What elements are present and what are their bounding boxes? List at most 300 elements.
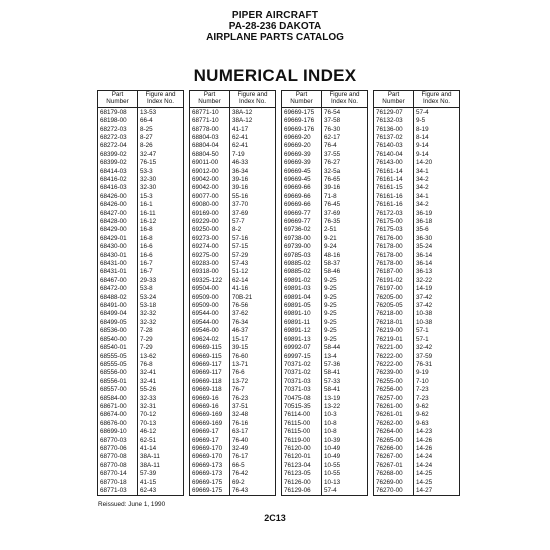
part-number: 68557-00 xyxy=(100,386,127,394)
table-row xyxy=(98,167,184,175)
table-row xyxy=(190,478,276,486)
figure-index: 8-26 xyxy=(138,142,184,150)
figure-index: 37-42 xyxy=(414,293,460,301)
part-number: 68426-00 xyxy=(100,201,127,209)
part-number: 76269-00 xyxy=(376,478,403,486)
part-number: 69504-00 xyxy=(192,285,219,293)
figure-index: 32-48 xyxy=(230,411,276,419)
part-number: 68499-04 xyxy=(100,310,127,318)
table-row xyxy=(98,192,184,200)
part-number: 76132-03 xyxy=(376,117,403,125)
part-number: 70371-02 xyxy=(284,369,311,377)
table-row xyxy=(190,116,276,124)
part-number: 76261-00 xyxy=(376,402,403,410)
part-number: 68272-03 xyxy=(100,133,127,141)
figure-index: 7-23 xyxy=(414,385,460,393)
table-row xyxy=(98,377,184,385)
figure-index: 13-19 xyxy=(322,394,368,402)
table-row xyxy=(374,201,460,209)
part-number: 68416-02 xyxy=(100,175,127,183)
index-tables xyxy=(97,90,455,496)
table-row xyxy=(282,461,368,469)
table-row xyxy=(374,150,460,158)
part-number: 68467-00 xyxy=(100,276,127,284)
part-number: 68555-05 xyxy=(100,352,127,360)
part-number: 76178-00 xyxy=(376,243,403,251)
part-number: 68399-02 xyxy=(100,159,127,167)
figure-index: 76-30 xyxy=(322,125,368,133)
table-row xyxy=(374,142,460,150)
part-number: 69669-175 xyxy=(192,478,223,486)
table-row xyxy=(374,385,460,393)
figure-index: 57-7 xyxy=(230,217,276,225)
table-row xyxy=(98,201,184,209)
table-row xyxy=(374,419,460,427)
part-number: 76270-00 xyxy=(376,487,403,495)
part-number: 68674-00 xyxy=(100,411,127,419)
table-row xyxy=(282,125,368,133)
part-number: 69669-175 xyxy=(192,487,223,495)
figure-index: 32-5a xyxy=(322,167,368,175)
part-number: 69669-170 xyxy=(192,444,223,452)
table-row xyxy=(282,234,368,242)
figure-index: 57-16 xyxy=(230,234,276,242)
part-number: 76129-07 xyxy=(376,108,403,116)
figure-index: 34-2 xyxy=(414,184,460,192)
table-row xyxy=(374,310,460,318)
figure-index: 10-38 xyxy=(414,318,460,326)
table-row xyxy=(282,167,368,175)
table-row xyxy=(190,318,276,326)
table-row xyxy=(374,470,460,478)
figure-index-header: Figure and Index No. xyxy=(138,91,184,108)
figure-index: 58-44 xyxy=(322,343,368,351)
part-number: 69012-00 xyxy=(192,167,219,175)
figure-index: 32-32 xyxy=(138,310,184,318)
table-row xyxy=(98,444,184,452)
figure-index: 8-27 xyxy=(138,133,184,141)
figure-index: 51-12 xyxy=(230,268,276,276)
figure-index: 57-39 xyxy=(138,470,184,478)
part-number: 69077-00 xyxy=(192,192,219,200)
part-number: 68488-02 xyxy=(100,293,127,301)
figure-index: 57-4 xyxy=(322,486,368,495)
figure-index: 76-65 xyxy=(322,175,368,183)
table-row xyxy=(374,377,460,385)
figure-index: 10-55 xyxy=(322,470,368,478)
table-row xyxy=(190,133,276,141)
table-row xyxy=(374,184,460,192)
part-number: 76119-00 xyxy=(284,436,311,444)
table-row xyxy=(98,150,184,158)
part-number: 69669-45 xyxy=(284,167,311,175)
part-number: 68536-00 xyxy=(100,327,127,335)
figure-index: 14-24 xyxy=(414,461,460,469)
table-row xyxy=(374,453,460,461)
figure-index: 13-71 xyxy=(230,360,276,368)
part-number: 69669-115 xyxy=(192,352,222,360)
table-row xyxy=(98,470,184,478)
part-number: 69669-17 xyxy=(192,436,219,444)
figure-index: 37-58 xyxy=(322,116,368,124)
table-row xyxy=(374,369,460,377)
figure-index: 10-8 xyxy=(322,428,368,436)
part-number: 68491-00 xyxy=(100,302,127,310)
part-number: 69669-45 xyxy=(284,175,311,183)
part-number: 69891-04 xyxy=(284,293,311,301)
part-number: 68272-03 xyxy=(100,125,127,133)
figure-index: 9-62 xyxy=(414,402,460,410)
part-number: 68430-00 xyxy=(100,243,127,251)
part-number: 69885-02 xyxy=(284,260,311,268)
figure-index: 46-33 xyxy=(230,159,276,167)
table-row xyxy=(282,436,368,444)
figure-index: 16-8 xyxy=(138,234,184,242)
part-number: 69891-02 xyxy=(284,276,311,284)
part-number: 69509-00 xyxy=(192,293,219,301)
figure-index: 34-1 xyxy=(414,192,460,200)
part-number: 69250-00 xyxy=(192,226,219,234)
figure-index: 16-7 xyxy=(138,268,184,276)
table-row xyxy=(374,428,460,436)
part-number: 76178-00 xyxy=(376,251,403,259)
part-number: 68770-08 xyxy=(100,461,127,469)
figure-index: 13-22 xyxy=(322,402,368,410)
table-row xyxy=(190,419,276,427)
part-number: 69274-00 xyxy=(192,243,219,251)
part-number: 68430-01 xyxy=(100,251,127,259)
part-number: 68198-00 xyxy=(100,117,127,125)
table-row xyxy=(374,251,460,259)
table-row xyxy=(374,301,460,309)
figure-index: 36-18 xyxy=(414,217,460,225)
part-number: 76219-00 xyxy=(376,327,403,335)
table-row xyxy=(374,461,460,469)
part-number: 69891-10 xyxy=(284,310,311,318)
figure-index: 13-53 xyxy=(138,108,184,117)
figure-index: 57-43 xyxy=(230,259,276,267)
table-row xyxy=(190,461,276,469)
figure-index: 14-27 xyxy=(414,486,460,495)
table-row xyxy=(282,478,368,486)
figure-index: 36-14 xyxy=(414,251,460,259)
part-number: 76267-00 xyxy=(376,453,403,461)
table-row xyxy=(98,175,184,183)
figure-index: 76-60 xyxy=(230,352,276,360)
part-number: 69544-00 xyxy=(192,310,219,318)
figure-index: 38A-11 xyxy=(138,461,184,469)
figure-index: 35-6 xyxy=(414,226,460,234)
figure-index: 32-47 xyxy=(138,150,184,158)
table-row xyxy=(282,470,368,478)
figure-index: 10-13 xyxy=(322,478,368,486)
figure-index: 32-31 xyxy=(138,402,184,410)
part-number: 68770-06 xyxy=(100,444,127,452)
table-row xyxy=(282,184,368,192)
part-number: 69669-77 xyxy=(284,209,311,217)
table-row xyxy=(374,268,460,276)
table-row xyxy=(282,394,368,402)
figure-index: 13-62 xyxy=(138,352,184,360)
header-catalog-title: AIRPLANE PARTS CATALOG xyxy=(206,32,344,43)
table-row xyxy=(190,411,276,419)
table-row xyxy=(374,226,460,234)
figure-index: 14-26 xyxy=(414,436,460,444)
figure-index: 32-33 xyxy=(138,394,184,402)
table-row xyxy=(374,394,460,402)
table-row xyxy=(98,259,184,267)
figure-index: 15-17 xyxy=(230,335,276,343)
part-number: 68804-03 xyxy=(192,133,219,141)
part-number: 76221-00 xyxy=(376,344,403,352)
table-row xyxy=(374,335,460,343)
figure-index: 46-37 xyxy=(230,327,276,335)
part-number: 76265-00 xyxy=(376,436,403,444)
figure-index: 55-26 xyxy=(138,385,184,393)
part-number: 76140-04 xyxy=(376,150,403,158)
figure-index-header: Figure and Index No. xyxy=(230,91,276,108)
table-row xyxy=(98,436,184,444)
part-number: 69669-173 xyxy=(192,461,223,469)
table-row xyxy=(98,251,184,259)
table-row xyxy=(98,385,184,393)
figure-index: 32-41 xyxy=(138,377,184,385)
figure-index: 41-16 xyxy=(230,285,276,293)
figure-index: 57-1 xyxy=(414,335,460,343)
part-number: 69785-03 xyxy=(284,251,311,259)
part-number: 69669-20 xyxy=(284,142,311,150)
part-number: 68429-01 xyxy=(100,234,127,242)
figure-index: 38A-12 xyxy=(230,108,276,117)
part-number: 68804-50 xyxy=(192,150,219,158)
table-row xyxy=(190,276,276,284)
figure-index: 7-23 xyxy=(414,394,460,402)
figure-index: 76-31 xyxy=(414,360,460,368)
table-row xyxy=(374,285,460,293)
part-number: 69669-117 xyxy=(192,369,222,377)
table-row xyxy=(190,192,276,200)
figure-index: 37-55 xyxy=(322,150,368,158)
figure-index: 14-25 xyxy=(414,478,460,486)
table-row xyxy=(374,159,460,167)
figure-index: 9-63 xyxy=(414,419,460,427)
figure-index: 14-25 xyxy=(414,470,460,478)
figure-index: 66-4 xyxy=(138,116,184,124)
table-row xyxy=(282,310,368,318)
part-number: 76219-01 xyxy=(376,335,403,343)
figure-index: 69-2 xyxy=(230,478,276,486)
table-row xyxy=(190,142,276,150)
table-row xyxy=(190,293,276,301)
part-number: 70515-35 xyxy=(284,402,311,410)
part-number: 69669-77 xyxy=(284,218,311,225)
part-number: 76205-00 xyxy=(376,293,403,301)
part-number: 68540-01 xyxy=(100,344,127,352)
figure-index: 15-3 xyxy=(138,192,184,200)
table-row xyxy=(282,402,368,410)
figure-index: 14-19 xyxy=(414,285,460,293)
figure-index: 16-12 xyxy=(138,217,184,225)
table-row xyxy=(374,175,460,183)
figure-index: 46-12 xyxy=(138,428,184,436)
part-number: 69669-17 xyxy=(192,428,219,436)
table-row xyxy=(282,352,368,360)
table-row xyxy=(190,251,276,259)
figure-index: 76-27 xyxy=(322,159,368,167)
part-number: 68555-05 xyxy=(100,360,127,368)
part-number: 69669-175 xyxy=(284,108,315,116)
part-number: 69997-15 xyxy=(284,352,311,360)
figure-index: 76-42 xyxy=(230,470,276,478)
table-row xyxy=(374,352,460,360)
figure-index: 62-41 xyxy=(230,142,276,150)
table-row xyxy=(190,243,276,251)
figure-index: 14-26 xyxy=(414,444,460,452)
table-row xyxy=(190,285,276,293)
table-row xyxy=(98,310,184,318)
part-number: 76176-00 xyxy=(376,234,403,242)
part-number: 69669-20 xyxy=(284,133,311,141)
index-table xyxy=(97,90,184,496)
part-number: 76222-00 xyxy=(376,360,403,368)
figure-index: 9-25 xyxy=(322,276,368,284)
table-row xyxy=(98,343,184,351)
table-row xyxy=(190,125,276,133)
part-number: 69669-16 xyxy=(192,402,219,410)
part-number: 70371-03 xyxy=(284,386,311,394)
table-row xyxy=(282,175,368,183)
figure-index: 37-69 xyxy=(230,209,276,217)
table-row xyxy=(190,385,276,393)
table-row xyxy=(98,226,184,234)
figure-index: 14-20 xyxy=(414,159,460,167)
figure-index: 9-25 xyxy=(322,310,368,318)
figure-index: 32-30 xyxy=(138,175,184,183)
figure-index: 55-16 xyxy=(230,192,276,200)
table-row xyxy=(374,402,460,410)
figure-index: 36-34 xyxy=(230,167,276,175)
part-number: 69669-118 xyxy=(192,377,222,385)
table-row xyxy=(282,335,368,343)
figure-index: 76-15 xyxy=(138,159,184,167)
figure-index: 62-43 xyxy=(138,486,184,495)
figure-index: 41-14 xyxy=(138,444,184,452)
part-number: 76161-15 xyxy=(376,184,403,192)
figure-index: 76-40 xyxy=(230,436,276,444)
figure-index: 32-42 xyxy=(414,343,460,351)
table-row xyxy=(190,150,276,158)
table-row xyxy=(282,285,368,293)
figure-index: 76-45 xyxy=(322,201,368,209)
table-row xyxy=(98,394,184,402)
figure-index: 16-8 xyxy=(138,226,184,234)
part-number: 68426-00 xyxy=(100,192,127,200)
reissue-date: Reissued: June 1, 1990 xyxy=(98,501,166,508)
figure-index: 76-8 xyxy=(138,360,184,368)
table-row xyxy=(98,478,184,486)
part-number: 70475-08 xyxy=(284,394,311,402)
part-number: 69669-176 xyxy=(284,117,315,125)
figure-index: 10-39 xyxy=(322,436,368,444)
table-row xyxy=(190,369,276,377)
figure-index: 16-7 xyxy=(138,259,184,267)
table-row xyxy=(190,453,276,461)
table-row xyxy=(374,125,460,133)
figure-index: 32-49 xyxy=(230,444,276,452)
table-row xyxy=(98,234,184,242)
figure-index: 8-19 xyxy=(414,125,460,133)
figure-index: 8-14 xyxy=(414,133,460,141)
part-number: 69891-03 xyxy=(284,285,311,293)
part-number: 76261-01 xyxy=(376,411,403,419)
figure-index: 9-21 xyxy=(322,234,368,242)
table-row xyxy=(190,436,276,444)
table-row xyxy=(190,310,276,318)
figure-index: 53-8 xyxy=(138,285,184,293)
part-number: 76268-00 xyxy=(376,470,403,478)
figure-index: 37-70 xyxy=(230,201,276,209)
figure-index-header: Figure and Index No. xyxy=(322,91,368,108)
figure-index: 7-29 xyxy=(138,343,184,351)
figure-index: 76-35 xyxy=(322,217,368,225)
part-number: 76143-00 xyxy=(376,159,403,167)
part-number: 76175-03 xyxy=(376,226,403,234)
table-row xyxy=(374,243,460,251)
figure-index: 36-19 xyxy=(414,209,460,217)
table-row xyxy=(190,352,276,360)
part-number: 69283-00 xyxy=(192,260,219,268)
figure-index: 16-11 xyxy=(138,209,184,217)
figure-index: 39-16 xyxy=(322,184,368,192)
part-number: 70371-03 xyxy=(284,377,311,385)
figure-index: 57-15 xyxy=(230,243,276,251)
table-row xyxy=(374,234,460,242)
table-row xyxy=(282,268,368,276)
part-number: 76178-00 xyxy=(376,260,403,268)
part-number: 69669-170 xyxy=(192,453,223,461)
part-number: 76115-00 xyxy=(284,419,311,427)
part-number: 76137-02 xyxy=(376,133,403,141)
part-number: 76218-00 xyxy=(376,310,403,318)
part-number: 68771-10 xyxy=(192,108,219,116)
part-number: 76140-03 xyxy=(376,142,403,150)
table-row xyxy=(374,192,460,200)
table-row xyxy=(98,268,184,276)
table-row xyxy=(282,428,368,436)
part-number: 69891-13 xyxy=(284,335,311,343)
figure-index: 53-24 xyxy=(138,293,184,301)
table-row xyxy=(282,327,368,335)
figure-index: 39-16 xyxy=(230,175,276,183)
index-table xyxy=(189,90,276,496)
figure-index: 37-51 xyxy=(230,402,276,410)
part-number: 68431-01 xyxy=(100,268,127,276)
figure-index: 57-29 xyxy=(230,251,276,259)
table-row xyxy=(190,226,276,234)
figure-index: 9-14 xyxy=(414,142,460,150)
part-number: 69544-00 xyxy=(192,318,219,326)
table-row xyxy=(282,243,368,251)
figure-index: 70B-21 xyxy=(230,293,276,301)
part-number: 68556-01 xyxy=(100,377,127,385)
figure-index: 76-7 xyxy=(230,385,276,393)
part-number: 76197-00 xyxy=(376,285,403,293)
part-number: 76115-00 xyxy=(284,428,311,436)
table-row xyxy=(98,360,184,368)
table-row xyxy=(190,234,276,242)
table-row xyxy=(282,108,368,117)
part-number: 68770-14 xyxy=(100,470,127,478)
